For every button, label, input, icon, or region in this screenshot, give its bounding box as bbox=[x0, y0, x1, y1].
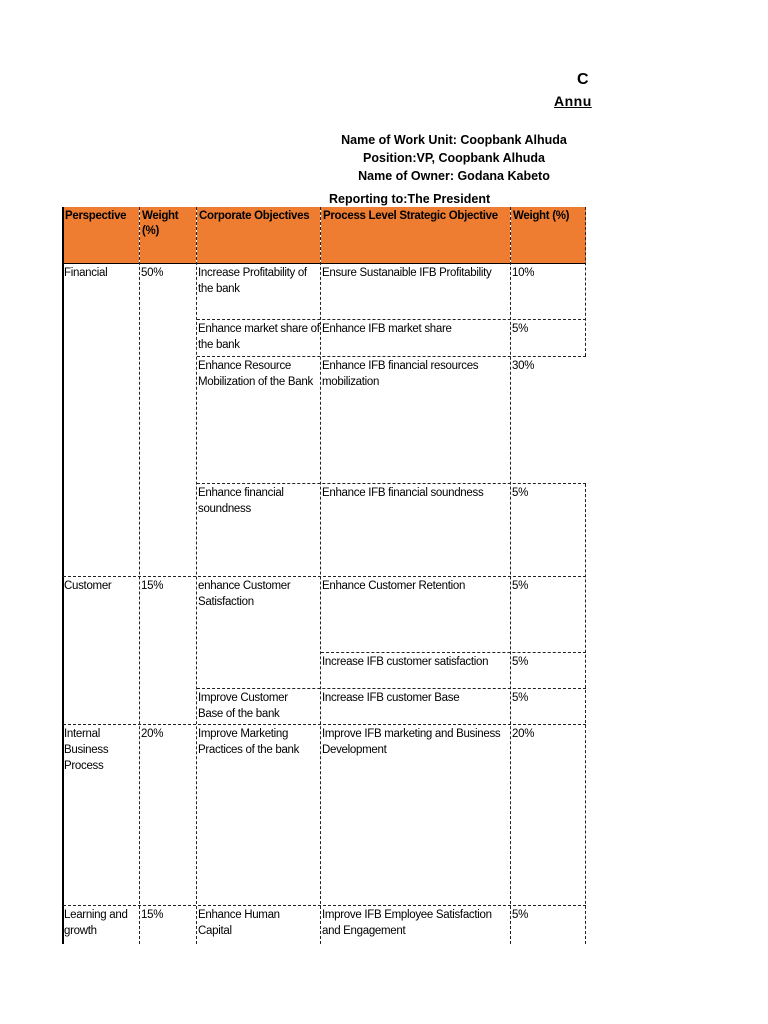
row-divider bbox=[63, 905, 586, 906]
process-objective-cell: Improve IFB Employee Satisfaction and Engagement bbox=[322, 909, 492, 937]
perspective-weight-cell: 15% bbox=[141, 909, 164, 921]
process-objective-cell: Enhance Customer Retention bbox=[322, 580, 466, 592]
perspective-cell: Customer bbox=[64, 580, 112, 592]
process-weight-cell: 5% bbox=[512, 487, 529, 499]
document-title: C bbox=[577, 71, 589, 88]
process-weight-cell: 5% bbox=[512, 909, 529, 921]
position-line: Position:VP, Coopbank Alhuda bbox=[363, 151, 545, 165]
row-divider bbox=[197, 356, 586, 357]
header-weight: Weight (%) bbox=[140, 207, 196, 263]
document-title-clip bbox=[540, 66, 592, 116]
process-objective-cell: Ensure Sustanaible IFB Profitability bbox=[322, 267, 492, 279]
corporate-objective-cell: Enhance market share of the bank bbox=[198, 323, 320, 351]
header-corporate-objectives: Corporate Objectives bbox=[197, 207, 320, 263]
process-weight-cell: 5% bbox=[512, 580, 529, 592]
process-weight-cell: 20% bbox=[512, 728, 535, 740]
column-divider bbox=[585, 207, 586, 356]
reporting-line: Reporting to:The President bbox=[329, 192, 491, 206]
corporate-objective-cell: Enhance Resource Mobilization of the Bank bbox=[198, 360, 313, 388]
process-objective-cell: Improve IFB marketing and Business Development bbox=[322, 728, 501, 756]
row-divider bbox=[197, 483, 586, 484]
perspective-cell: Internal Business Process bbox=[64, 728, 109, 772]
corporate-objective-cell: enhance Customer Satisfaction bbox=[198, 580, 291, 608]
work-unit-line: Name of Work Unit: Coopbank Alhuda bbox=[341, 133, 567, 147]
header-bottom-border bbox=[62, 263, 586, 264]
process-weight-cell: 5% bbox=[512, 692, 529, 704]
corporate-objective-cell: Improve Marketing Practices of the bank bbox=[198, 728, 300, 756]
row-divider bbox=[197, 688, 586, 689]
process-weight-cell: 10% bbox=[512, 267, 535, 279]
header-process-objective: Process Level Strategic Objective bbox=[321, 207, 510, 263]
column-divider bbox=[585, 484, 586, 944]
perspective-cell: Financial bbox=[64, 267, 108, 279]
row-divider bbox=[321, 652, 586, 653]
process-objective-cell: Enhance IFB financial resources mobilization bbox=[322, 360, 479, 388]
corporate-objective-cell: Enhance Human Capital bbox=[198, 909, 280, 937]
row-divider bbox=[197, 319, 586, 320]
process-objective-cell: Enhance IFB financial soundness bbox=[322, 487, 484, 499]
process-weight-cell: 30% bbox=[512, 360, 535, 372]
header-weight-2: Weight (%) bbox=[511, 207, 586, 263]
corporate-objective-cell: Enhance financial soundness bbox=[198, 487, 284, 515]
row-divider bbox=[63, 576, 586, 577]
perspective-weight-cell: 20% bbox=[141, 728, 164, 740]
process-objective-cell: Increase IFB customer Base bbox=[322, 692, 460, 704]
process-weight-cell: 5% bbox=[512, 656, 529, 668]
owner-line: Name of Owner: Godana Kabeto bbox=[358, 169, 550, 183]
process-weight-cell: 5% bbox=[512, 323, 529, 335]
perspective-cell: Learning and growth bbox=[64, 909, 128, 937]
perspective-weight-cell: 50% bbox=[141, 267, 164, 279]
process-objective-cell: Enhance IFB market share bbox=[322, 323, 452, 335]
perspective-weight-cell: 15% bbox=[141, 580, 164, 592]
corporate-objective-cell: Improve Customer Base of the bank bbox=[198, 692, 288, 720]
document-subtitle: Annu bbox=[554, 93, 592, 109]
row-divider bbox=[63, 724, 586, 725]
header-perspective: Perspective bbox=[63, 207, 139, 263]
corporate-objective-cell: Increase Profitability of the bank bbox=[198, 267, 307, 295]
process-objective-cell: Increase IFB customer satisfaction bbox=[322, 656, 489, 668]
